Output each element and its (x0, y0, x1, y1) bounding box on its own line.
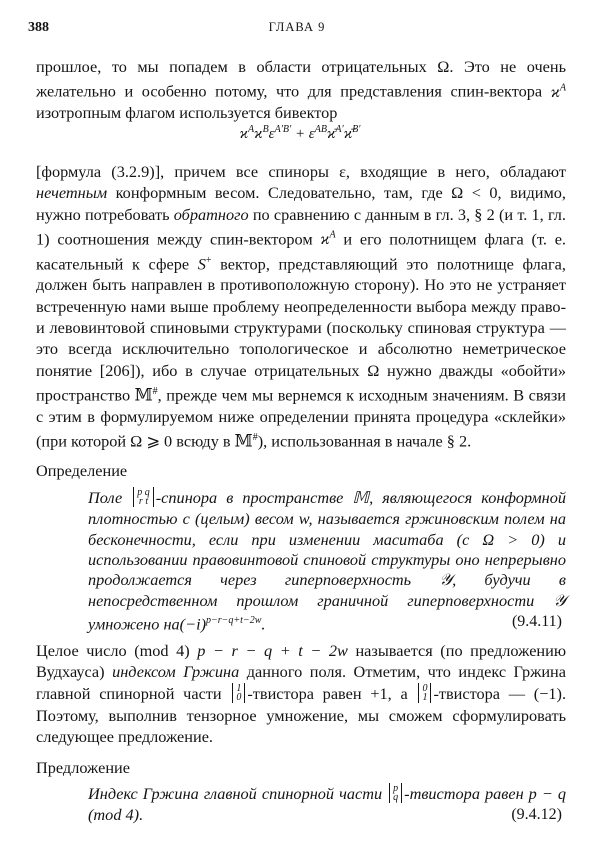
chapter-title: ГЛАВА 9 (268, 20, 326, 34)
twistor-valence-1-0: 1 0 (232, 683, 245, 703)
proposition-text: Индекс Гржина главной спинорной части p q -твистора равен p − q (mod 4). (88, 783, 566, 825)
paragraph-2: [формула (3.2.9)], причем все спиноры ε, входящие в него, обладают нечетным конформным весом. Следовательно, там, где Ω < 0, видимо, нужно потребовать обратного по сравнению с данным в гл. 3, § 2 (и т. 1, гл. 1) соотношения между спин-вектором $ϰ^A$ и его полотнищем флага (т. е. касательный к сфере S+ вектор, представляющий это полотнище флага, должен быть направлен в противоположную сторону). Но это не устраняет встреченную нами выше проблему неопределенности выбора между право- и левовинтовой спиновыми структурами (поскольку спиновая структура — это всегда исключительно топологическое и абсолютно неметрическое понятие [206]), ибо в случае отрицательных Ω нужно дважды «обойти» пространство 𝕄#, прежде чем мы вернемся к исходным значениям. В связи с этим в формулируемом ниже определении принята процедура «склейки» (при которой Ω ⩾ 0 всюду в 𝕄#), использованная в начале § 2. (36, 162, 566, 451)
definition-heading: Определение (36, 461, 128, 480)
page-header (28, 20, 566, 40)
twistor-valence-0-1: 0 1 (418, 683, 431, 703)
formula-bivector: $ϰ^Aϰ^B\varepsilon^{A'B'}$ + $\varepsilon^{AB}ϰ̄^{A'}ϰ̄^{B'}$ (239, 124, 361, 142)
page-number: 388 (28, 20, 49, 35)
proposition-number: (9.4.12) (511, 806, 562, 823)
spinor-valence-matrix: p q r t (133, 487, 154, 507)
twistor-valence-p-q: p q (389, 783, 402, 803)
definition-number: (9.4.11) (511, 613, 562, 630)
paragraph-3: Целое число (mod 4) p − r − q + t − 2w называется (по предложению Вудхауса) индексом Гржина данного поля. Отметим, что индекс Гржина главной спинорной части 1 0 -твистора равен +1, а 0 1 -твистора — (−1). Поэтому, выполнив тензорное умножение, мы сможем сформулировать следующее предложение. (36, 641, 567, 747)
proposition-heading: Предложение (36, 758, 130, 777)
paragraph-1: прошлое, то мы попадем в области отрицательных Ω. Это не очень желательно и особенно потому, что для представления спин-вектора $ϰ^A$ изотропным флагом используется бивектор (36, 57, 566, 123)
definition-text: Поле p q r t -спинора в пространстве 𝕄, являющегося конформной плотностью c (целым) весом w, называется гржиновским полем на бесконечности, если при изменении маситаба (с Ω > 0) и использовании правовинтовой спиновой структуры оно непрерывно продолжается через гиперповерхность 𝒴, будучи в непосредственном прошлом граничной гиперповерхности 𝒴 умножено $на(-i)^{p-r-q+t-2w}$. (88, 487, 566, 634)
